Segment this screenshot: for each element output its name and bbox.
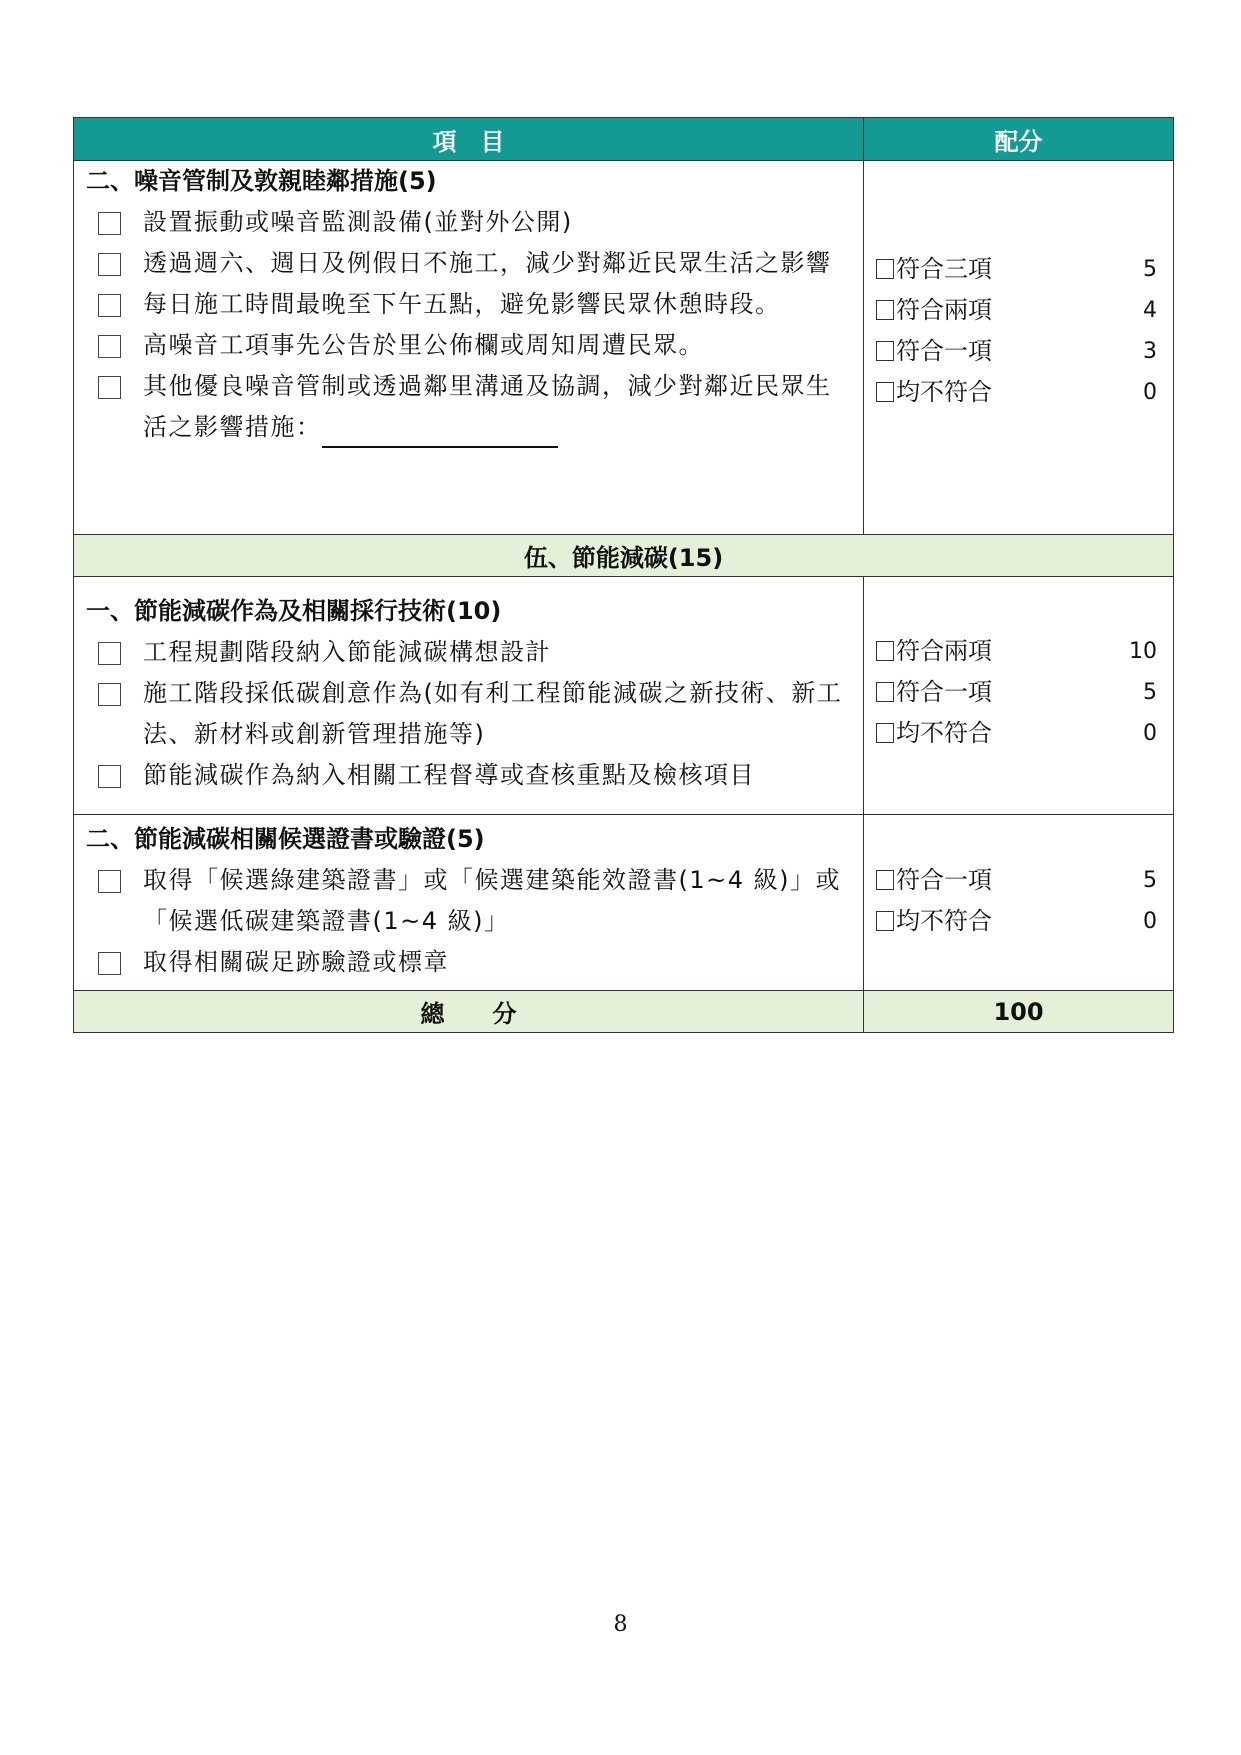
checkbox[interactable] — [876, 341, 894, 361]
total-label: 總 分 — [420, 1000, 517, 1028]
list-item — [98, 325, 863, 366]
total-value-cell — [864, 991, 1173, 1032]
checkbox[interactable] — [876, 641, 894, 661]
checkbox[interactable] — [876, 682, 894, 702]
table-header — [74, 118, 1173, 160]
score-option-label: 符合兩項 — [896, 637, 992, 665]
section-noise-row — [74, 160, 1173, 534]
score-option-label: 符合三項 — [896, 255, 992, 283]
list-item — [98, 284, 863, 325]
item-text: 每日施工時間最晚至下午五點，避免影響民眾休憩時段。 — [143, 290, 781, 318]
section-energy2-scores — [864, 815, 1173, 990]
section-energy2-items — [74, 815, 864, 990]
section-noise-items — [74, 161, 864, 534]
checkbox[interactable] — [98, 294, 121, 317]
checkbox[interactable] — [876, 870, 894, 890]
total-row — [74, 990, 1173, 1032]
total-label-cell — [74, 991, 864, 1032]
section-energy1-scores — [864, 577, 1173, 814]
score-value: 0 — [1143, 380, 1157, 405]
score-option — [864, 672, 1173, 713]
item-text: 取得相關碳足跡驗證或標章 — [143, 948, 449, 976]
section-energy1-row — [74, 576, 1173, 814]
score-option — [864, 860, 1173, 901]
section-energy1-items — [74, 577, 864, 814]
checkbox[interactable] — [98, 952, 121, 975]
header-score-label: 配分 — [994, 127, 1043, 156]
score-value: 5 — [1143, 257, 1157, 282]
total-value: 100 — [993, 997, 1044, 1026]
section-energy1-title: 一、節能減碳作為及相關採行技術(10) — [86, 597, 502, 625]
checkbox[interactable] — [876, 382, 894, 402]
score-option-label: 符合一項 — [896, 678, 992, 706]
band-energy-label: 伍、節能減碳(15) — [523, 544, 724, 572]
score-option-label: 均不符合 — [896, 378, 992, 406]
page-number: 8 — [613, 1612, 628, 1637]
section-energy2-title: 二、節能減碳相關候選證書或驗證(5) — [86, 825, 485, 853]
header-item-cell — [74, 118, 864, 160]
list-item — [98, 243, 863, 284]
list-item — [98, 632, 863, 673]
score-value: 0 — [1143, 721, 1157, 746]
score-option — [864, 713, 1173, 754]
checkbox[interactable] — [876, 723, 894, 743]
checkbox[interactable] — [98, 765, 121, 788]
item-text: 節能減碳作為納入相關工程督導或查核重點及檢核項目 — [143, 761, 755, 789]
list-item — [98, 860, 863, 942]
score-value: 0 — [1143, 909, 1157, 934]
score-option-label: 符合一項 — [896, 337, 992, 365]
item-text: 工程規劃階段納入節能減碳構想設計 — [143, 638, 551, 666]
score-option-label: 均不符合 — [896, 907, 992, 935]
header-score-cell — [864, 118, 1173, 160]
section-noise-scores — [864, 161, 1173, 534]
score-option — [864, 631, 1173, 672]
item-text: 設置振動或噪音監測設備(並對外公開) — [143, 208, 573, 236]
section-noise-title: 二、噪音管制及敦親睦鄰措施(5) — [86, 167, 437, 195]
checkbox[interactable] — [98, 335, 121, 358]
score-option-label: 均不符合 — [896, 719, 992, 747]
item-text: 取得「候選綠建築證書」或「候選建築能效證書(1~4 級)」或「候選低碳建築證書(1~4 級)」 — [143, 866, 842, 935]
score-option-label: 符合兩項 — [896, 296, 992, 324]
checkbox[interactable] — [98, 376, 121, 399]
checkbox[interactable] — [876, 300, 894, 320]
list-item — [98, 673, 863, 755]
checkbox[interactable] — [876, 259, 894, 279]
checkbox[interactable] — [876, 911, 894, 931]
checkbox[interactable] — [98, 253, 121, 276]
score-value: 5 — [1143, 680, 1157, 705]
score-option-label: 符合一項 — [896, 866, 992, 894]
list-item — [98, 202, 863, 243]
fill-in-blank[interactable] — [322, 420, 558, 448]
score-value: 5 — [1143, 868, 1157, 893]
item-text: 其他優良噪音管制或透過鄰里溝通及協調，減少對鄰近民眾生活之影響措施： — [143, 372, 832, 441]
score-option — [864, 372, 1173, 413]
list-item — [98, 366, 863, 448]
item-text: 高噪音工項事先公告於里公佈欄或周知周遭民眾。 — [143, 331, 704, 359]
list-item — [98, 942, 863, 983]
score-option — [864, 331, 1173, 372]
section-band-energy — [74, 534, 1173, 576]
checkbox[interactable] — [98, 642, 121, 665]
item-text: 透過週六、週日及例假日不施工，減少對鄰近民眾生活之影響 — [143, 249, 832, 277]
score-value: 3 — [1143, 339, 1157, 364]
score-option — [864, 249, 1173, 290]
score-option — [864, 901, 1173, 942]
checkbox[interactable] — [98, 212, 121, 235]
item-text: 施工階段採低碳創意作為(如有利工程節能減碳之新技術、新工法、新材料或創新管理措施等) — [143, 679, 843, 748]
checkbox[interactable] — [98, 870, 121, 893]
scoring-table — [73, 117, 1174, 1033]
header-item-label: 項 目 — [432, 127, 505, 156]
score-option — [864, 290, 1173, 331]
section-energy2-row — [74, 814, 1173, 990]
score-value: 10 — [1129, 639, 1157, 664]
list-item — [98, 755, 863, 796]
checkbox[interactable] — [98, 683, 121, 706]
score-value: 4 — [1143, 298, 1157, 323]
